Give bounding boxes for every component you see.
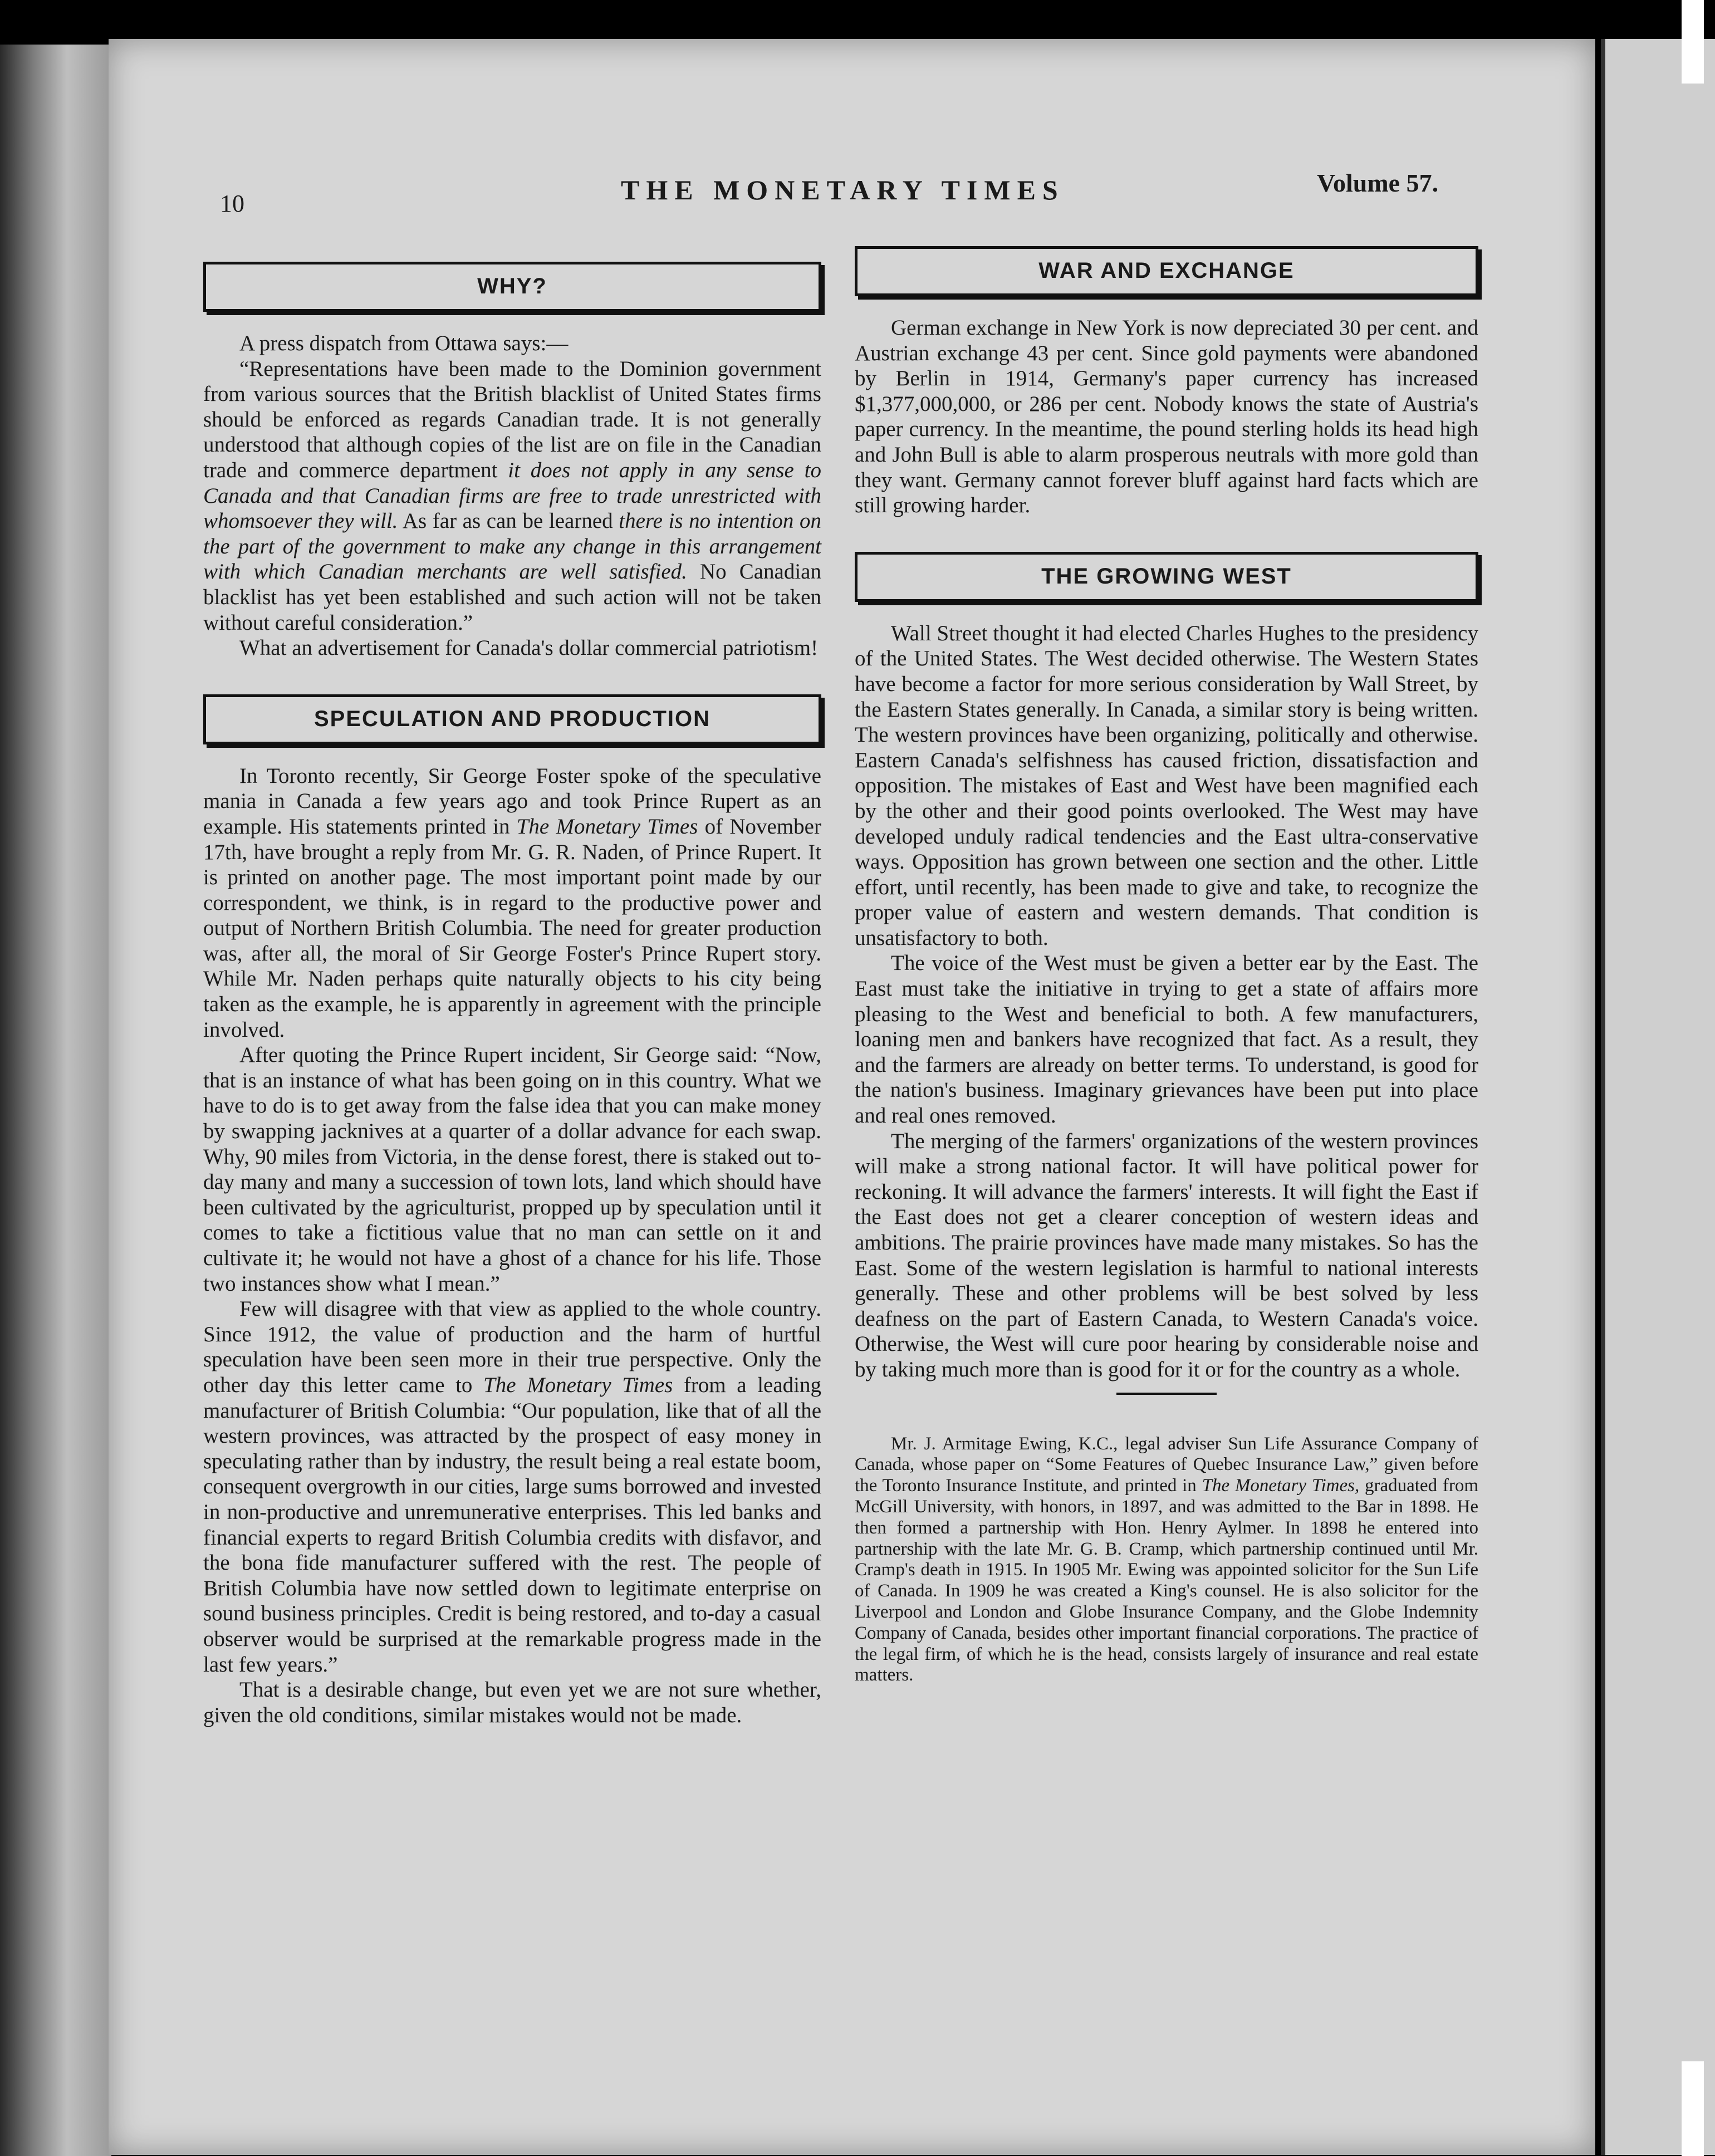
speculation-heading-box bbox=[203, 694, 821, 744]
scan-marker-bottom bbox=[1682, 2061, 1704, 2156]
speculation-paragraph-3: Few will disagree with that view as applied to the whole country. Since 1912, the value of production and the harm of hurtful speculation have been seen more in their true perspective. Only the other day this letter came to The Monetary Times from a leading manufacturer of British Columbia: “Our population, like that of all the western provinces, was attracted by the prospect of easy money in speculating rather than by industry, the result being a real estate boom, consequent overgrowth in our cities, large sums borrowed and invested in non-productive and unremunerative enterprises. This led banks and financial experts to regard British Columbia credits with disfavor, and the bona fide manufacturer suffered with the rest. The people of British Columbia have now settled down to legitimate enterprise on sound business principles. Credit is being restored, and to-day a casual observer would be surprised at the remarkable progress made in the last few years.” bbox=[203, 1297, 821, 1677]
west-heading-box bbox=[855, 552, 1478, 602]
speculation-paragraph-2: After quoting the Prince Rupert incident, Sir George said: “Now, that is an instance of what has been going on in this country. What we have to do is to get away from the false idea that you can make money by swapping jacknives at a quarter of a dollar advance for each swap. Why, 90 miles from Victoria, in the dense forest, there is staked out to-day many and many a succession of town lots, land which should have been cultivated by the agriculturist, propped up by speculation until it comes to take a fictitious value that no man can settle on it and cultivate it; he would not have a ghost of a chance for his life. Those two instances show what I mean.” bbox=[203, 1043, 821, 1296]
left-column bbox=[203, 262, 821, 1728]
why-paragraph-1: A press dispatch from Ottawa says:— bbox=[239, 331, 569, 355]
ewing-note-paragraph: Mr. J. Armitage Ewing, K.C., legal adviser Sun Life Assurance Company of Canada, whose paper on “Some Features of Quebec Insurance Law,” given before the Toronto Insurance Institute, and printed in The Monetary Times, graduated from McGill University, with honors, in 1897, and was admitted to the Bar in 1898. He then formed a partnership with Hon. Henry Aylmer. In 1898 he entered into partnership with the late Mr. G. B. Cramp, which partnership continued until Mr. Cramp's death in 1915. In 1905 Mr. Ewing was appointed solicitor for the Sun Life of Canada. In 1909 he was created a King's counsel. He is also solicitor for the Liverpool and London and Globe Insurance Company, and the Globe Indemnity Company of Canada, besides other important financial corporations. The practice of the legal firm, of which he is the head, consists largely of insurance and real estate matters. bbox=[855, 1433, 1478, 1685]
page-number: 10 bbox=[220, 190, 244, 217]
west-heading: THE GROWING WEST bbox=[1041, 564, 1292, 589]
section-divider bbox=[1116, 1393, 1217, 1395]
war-heading: WAR AND EXCHANGE bbox=[1038, 258, 1295, 283]
west-paragraph-3: The merging of the farmers' organizations of the western provinces will make a strong national factor. It will have political power for reckoning. It will advance the farmers' interests. It will fight the East if the East does not get a clearer conception of western ideas and ambitions. The prairie provinces have made many mistakes. So has the East. Some of the western legislation is harmful to national interests generally. These and other problems will be best solved by less deafness on the part of Eastern Canada, to Western Canada's voice. Otherwise, the West will cure poor hearing by considerable noise and by taking much more than is good for it or for the country as a whole. bbox=[855, 1129, 1478, 1381]
why-paragraph-2: “Representations have been made to the Dominion government from various sources that the British blacklist of United States firms should be enforced as regards Canadian trade. It is not generally understood that although copies of the list are on file in the Canadian trade and commerce department it does not apply in any sense to Canada and that Canadian firms are free to trade unrestricted with whomsoever they will. As far as can be learned there is no intention on the part of the government to make any change in this arrangement with which Canadian merchants are well satisfied. No Canadian blacklist has yet been established and such action will not be taken without careful consideration.” bbox=[203, 356, 821, 635]
war-heading-box bbox=[855, 246, 1478, 296]
west-paragraph-2: The voice of the West must be given a better ear by the East. The East must take the initiative in trying to get a state of affairs more pleasing to the West and beneficial to both. A few manufacturers, loaning men and bankers have recognized that fact. As a result, they and the farmers are already on better terms. To understand, is good for the nation's business. Imaginary grievances have been put into place and real ones removed. bbox=[855, 951, 1478, 1128]
page bbox=[109, 39, 1595, 2155]
war-paragraph-1: German exchange in New York is now depreciated 30 per cent. and Austrian exchange 43 per cent. Since gold payments were abandoned by Berlin in 1914, Germany's paper currency has increased $1,377,000,000, or 286 per cent. Nobody knows the state of Austria's paper currency. In the meantime, the pound sterling holds its head high and John Bull is able to alarm prosperous neutrals with more gold than they want. Germany cannot forever bluff against hard facts which are still growing harder. bbox=[855, 316, 1478, 518]
right-column bbox=[855, 246, 1478, 1686]
book-edge bbox=[0, 45, 111, 2156]
speculation-paragraph-4: That is a desirable change, but even yet we are not sure whether, given the old conditions, similar mistakes would not be made. bbox=[203, 1678, 821, 1727]
speculation-heading: SPECULATION AND PRODUCTION bbox=[314, 706, 710, 731]
why-heading: WHY? bbox=[477, 274, 547, 299]
why-heading-box bbox=[203, 262, 821, 312]
west-paragraph-1: Wall Street thought it had elected Charles Hughes to the presidency of the United States. The West decided otherwise. The Western States have become a factor for more serious consideration by Wall Street, by the Eastern States generally. In Canada, a similar story is being written. The western provinces have been organizing, politically and otherwise. Eastern Canada's selfishness has caused friction, dissatisfaction and opposition. The mistakes of East and West have been magnified each by the other and their good points overlooked. The West may have developed unduly radical tendencies and the East ultra-conservative ways. Opposition has grown between one section and the other. Little effort, until recently, has been made to give and take, to recognize the proper value of eastern and western demands. That condition is unsatisfactory to both. bbox=[855, 621, 1478, 950]
scan-marker-top bbox=[1682, 0, 1704, 84]
speculation-paragraph-1: In Toronto recently, Sir George Foster spoke of the speculative mania in Canada a few years ago and took Prince Rupert as an example. His statements printed in The Monetary Times of November 17th, have brought a reply from Mr. G. R. Naden, of Prince Rupert. It is printed on another page. The most important point made by our correspondent, we think, is in regard to the productive power and output of Northern British Columbia. The need for greater production was, after all, the moral of Sir George Foster's Prince Rupert story. While Mr. Naden perhaps quite naturally objects to his city being taken as the example, he is apparently in agreement with the principle involved. bbox=[203, 763, 821, 1042]
volume-label: Volume 57. bbox=[1317, 169, 1439, 197]
publication-title: THE MONETARY TIMES bbox=[621, 174, 1065, 205]
facing-page-edge bbox=[1601, 39, 1715, 2155]
why-paragraph-3: What an advertisement for Canada's dollar commercial patriotism! bbox=[239, 636, 819, 660]
